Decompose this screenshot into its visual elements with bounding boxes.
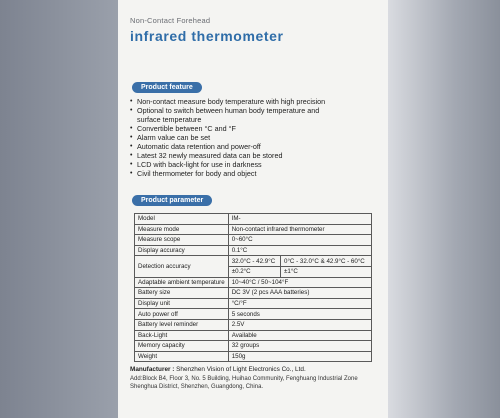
feature-item: • Civil thermometer for body and object [130,169,257,178]
param-value: 150g [228,351,371,362]
param-label: Model [135,214,229,225]
feature-item: • Latest 32 newly measured data can be stored [130,151,283,160]
feature-item: • Automatic data retention and power-off [130,142,261,151]
table-row [135,245,372,256]
bullet-icon: • [130,98,133,105]
manufacturer-line [130,365,380,374]
table-row [135,288,372,299]
table-row [135,309,372,320]
param-value: 32 groups [228,341,371,352]
product-box [118,0,388,418]
param-value: Non-contact infrared thermometer [228,224,371,235]
param-value: 0.1°C [228,245,371,256]
table-row [135,351,372,362]
param-value: ±1°C [281,266,372,277]
feature-list [130,97,380,178]
param-value: 10~40°C / 50~104°F [228,277,371,288]
product-subtitle: Non-Contact Forehead [130,16,211,25]
param-label: Weight [135,351,229,362]
bullet-icon: • [130,152,133,159]
bullet-icon: • [130,125,133,132]
param-label: Battery level reminder [135,319,229,330]
table-row [135,224,372,235]
manufacturer-address: Add:Block B4, Floor 3, No. 5 Building, Huihao Community, Fenghuang Industrial Zone Shenghua District, Shenzhen, Guangdong, China. [130,376,358,390]
param-value: Available [228,330,371,341]
param-label: Measure mode [135,224,229,235]
feature-heading: Product feature [132,82,202,93]
table-row [135,256,372,267]
table-row [135,214,372,225]
table-row [135,298,372,309]
param-label: Memory capacity [135,341,229,352]
feature-item-continued: surface temperature [137,115,202,124]
table-row [135,319,372,330]
background-left [0,0,118,418]
table-row [135,277,372,288]
manufacturer-name: Shenzhen Vision of Light Electronics Co., Ltd. [176,366,306,373]
param-value: 2.5V [228,319,371,330]
feature-item: • Alarm value can be set [130,133,211,142]
parameter-table [134,213,372,362]
param-label: Back-Light [135,330,229,341]
bullet-icon: • [130,134,133,141]
table-row [135,330,372,341]
param-label: Display unit [135,298,229,309]
table-row [135,341,372,352]
bullet-icon: • [130,143,133,150]
param-label: Battery size [135,288,229,299]
parameter-heading: Product parameter [132,195,212,206]
param-value: DC 3V (2 pcs AAA batteries) [228,288,371,299]
feature-item: • LCD with back-light for use in darkness [130,160,262,169]
param-label: Measure scope [135,235,229,246]
product-title: infrared thermometer [130,28,284,44]
feature-item: • Convertible between °C and °F [130,124,236,133]
table-row [135,235,372,246]
bullet-icon: • [130,161,133,168]
bullet-icon: • [130,107,133,114]
param-value: IM- [228,214,371,225]
feature-item: • Non-contact measure body temperature with high precision [130,97,326,106]
manufacturer-label: Manufacturer : [130,366,175,373]
param-value: 32.0°C - 42.9°C [228,256,280,267]
param-value: 0~60°C [228,235,371,246]
param-label: Detection accuracy [135,256,229,277]
feature-item: • Optional to switch between human body temperature and [130,106,320,115]
param-label: Adaptable ambient temperature [135,277,229,288]
background-right [388,0,500,418]
bullet-icon: • [130,170,133,177]
param-label: Auto power off [135,309,229,320]
param-value: 5 seconds [228,309,371,320]
param-label: Display accuracy [135,245,229,256]
param-value: 0°C - 32.0°C & 42.9°C - 60°C [281,256,372,267]
param-value: °C/°F [228,298,371,309]
param-value: ±0.2°C [228,266,280,277]
